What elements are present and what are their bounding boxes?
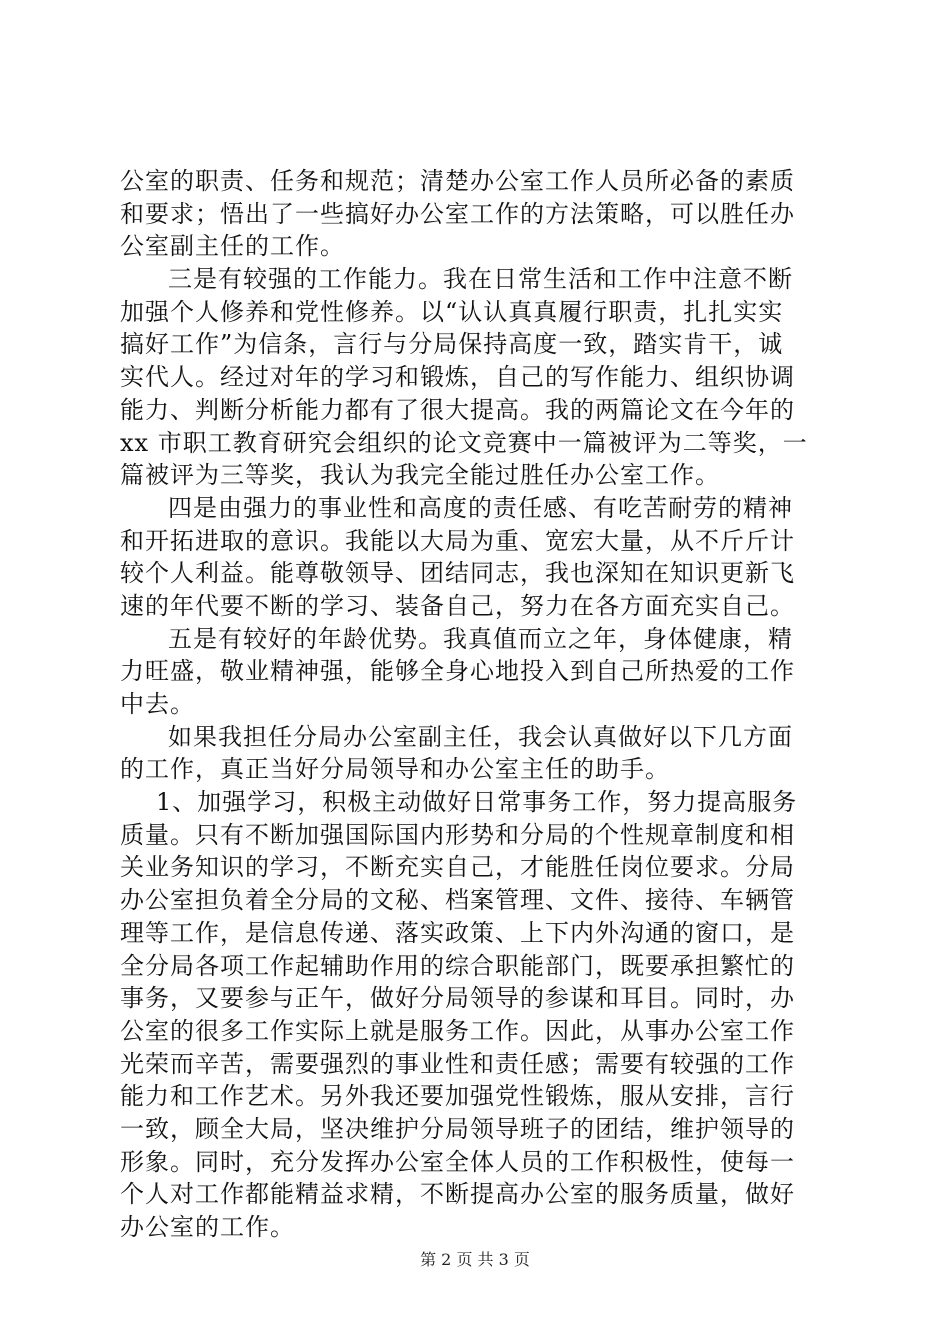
text-line: 公室的很多工作实际上就是服务工作。因此，从事办公室工作 xyxy=(120,1016,795,1045)
text-line: 中去。 xyxy=(120,690,195,718)
paragraph-start: 三是有较强的工作能力。我在日常生活和工作中注意不断 xyxy=(168,265,793,294)
text-line: 全分局各项工作起辅助作用的综合职能部门，既要承担繁忙的 xyxy=(120,951,795,980)
text-line: 速的年代要不断的学习、装备自己，努力在各方面充实自己。 xyxy=(120,591,795,620)
text-line: 力旺盛，敬业精神强，能够全身心地投入到自己所热爱的工作 xyxy=(120,657,795,686)
text-line: 办公室的工作。 xyxy=(120,1213,295,1241)
paragraph-start: 五是有较好的年龄优势。我真值而立之年，身体健康，精 xyxy=(168,624,793,653)
text-line: 和开拓进取的意识。我能以大局为重、宽宏大量，从不斤斤计 xyxy=(120,526,795,555)
document-body xyxy=(120,165,840,1244)
text-line: 较个人利益。能尊敬领导、团结同志，我也深知在知识更新飞 xyxy=(120,559,795,588)
paragraph-start: 四是由强力的事业性和高度的责任感、有吃苦耐劳的精神 xyxy=(168,493,793,522)
text-line: 理等工作，是信息传递、落实政策、上下内外沟通的窗口，是 xyxy=(120,918,795,947)
paragraph-start: 1、加强学习，积极主动做好日常事务工作，努力提高服务 xyxy=(156,788,798,817)
text-line: 光荣而辛苦，需要强烈的事业性和责任感；需要有较强的工作 xyxy=(120,1049,795,1078)
text-line: 个人对工作都能精益求精，不断提高办公室的服务质量，做好 xyxy=(120,1180,795,1209)
text-line: 能力、判断分析能力都有了很大提高。我的两篇论文在今年的 xyxy=(120,395,795,424)
text-line: 质量。只有不断加强国际国内形势和分局的个性规章制度和相 xyxy=(120,820,795,849)
text-line: xx 市职工教育研究会组织的论文竞赛中一篇被评为二等奖，一 xyxy=(120,428,808,457)
text-line: 形象。同时，充分发挥办公室全体人员的工作积极性，使每一 xyxy=(120,1147,795,1176)
page-number-footer: 第 2 页 共 3 页 xyxy=(420,1250,530,1269)
text-line: 的工作，真正当好分局领导和办公室主任的助手。 xyxy=(120,755,670,784)
text-line: 事务，又要参与正午，做好分局领导的参谋和耳目。同时，办 xyxy=(120,984,795,1013)
text-line: 实代人。经过对年的学习和锻炼，自己的写作能力、组织协调 xyxy=(120,363,795,392)
text-line: 和要求；悟出了一些搞好办公室工作的方法策略，可以胜任办 xyxy=(120,199,795,228)
text-line: 篇被评为三等奖，我认为我完全能过胜任办公室工作。 xyxy=(120,461,720,490)
text-line: 搞好工作”为信条，言行与分局保持高度一致，踏实肯干，诚 xyxy=(120,330,784,359)
text-line: 关业务知识的学习，不断充实自己，才能胜任岗位要求。分局 xyxy=(120,853,795,882)
text-line: 公室的职责、任务和规范；清楚办公室工作人员所必备的素质 xyxy=(120,167,795,195)
text-line: 办公室担负着全分局的文秘、档案管理、文件、接待、车辆管 xyxy=(120,886,795,915)
text-line: 一致，顾全大局，坚决维护分局领导班子的团结，维护领导的 xyxy=(120,1114,795,1143)
text-line: 公室副主任的工作。 xyxy=(120,232,345,261)
text-line: 加强个人修养和党性修养。以“认认真真履行职责，扎扎实实 xyxy=(120,297,784,326)
text-line: 能力和工作艺术。另外我还要加强党性锻炼，服从安排，言行 xyxy=(120,1082,795,1111)
paragraph-start: 如果我担任分局办公室副主任，我会认真做好以下几方面 xyxy=(168,722,793,751)
